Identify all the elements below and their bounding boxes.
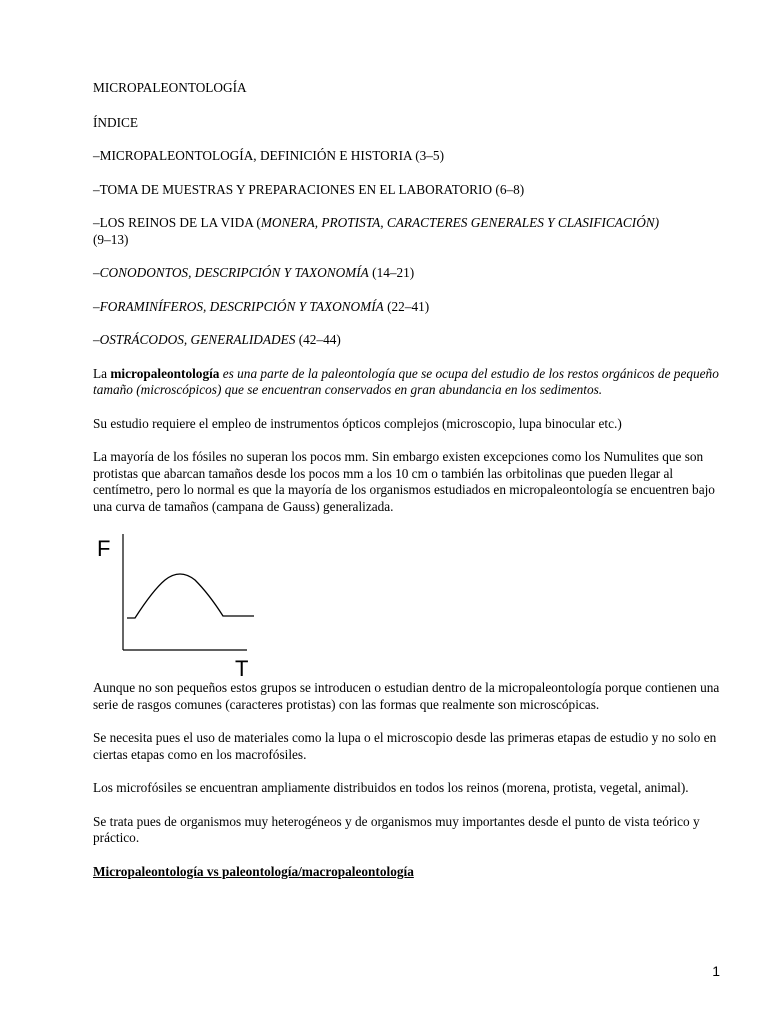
definition-paragraph [93, 366, 723, 399]
section-heading: Micropaleontología vs paleontología/macropaleontología [93, 863, 414, 879]
paragraph-tamanos: La mayoría de los fósiles no superan los pocos mm. Sin embargo existen excepciones como los Numulites que son protistas que abarcan tamaños desde los pocos mm a los 10 cm o también las orbitolinas que pueden llegar al centímetro, pero lo normal es que la mayoría de los organismos estudiados en micropaleontología se encuentren bajo una curva de tamaños (campana de Gauss) generalizada. [93, 449, 715, 514]
definition-text: es una parte de la paleontología que se ocupa del estudio de los restos orgánicos de pequeño tamaño (microscópicos) que se encuentran conservados en gran abundancia en los sedimentos. [93, 365, 719, 397]
bell-curve-figure [93, 532, 273, 682]
paragraph-distribucion: Los microfósiles se encuentran ampliamente distribuidos en todos los reinos (morena, protista, vegetal, animal). [93, 780, 689, 795]
index-item-foraminiferos-label: –FORAMINÍFEROS, DESCRIPCIÓN Y TAXONOMÍA [93, 298, 384, 314]
paragraph-heterogeneos: Se trata pues de organismos muy heterogéneos y de organismos muy importantes desde el punto de vista teórico y práctico. [93, 813, 700, 845]
index-item-conodontos [93, 265, 723, 282]
index-item-muestras: –TOMA DE MUESTRAS Y PREPARACIONES EN EL LABORATORIO (6–8) [93, 181, 525, 197]
index-item-reinos [93, 215, 723, 248]
index-item-foraminiferos-pages: (22–41) [383, 298, 430, 314]
index-item-reinos-detail: MONERA, PROTISTA, CARACTERES GENERALES Y CLASIFICACIÓN) [260, 215, 660, 230]
paragraph-grupos: Aunque no son pequeños estos grupos se introducen o estudian dentro de la micropaleontología porque contienen una serie de rasgos comunes (caracteres protistas) con las formas que realmente son microscópicas. [93, 680, 720, 712]
bell-curve [127, 574, 254, 618]
index-item-reinos-prefix: –LOS REINOS DE LA VIDA ( [93, 215, 261, 230]
document-page [93, 80, 723, 897]
definition-lead: La [93, 365, 111, 381]
index-item-definicion: –MICROPALEONTOLOGÍA, DEFINICIÓN E HISTORIA (3–5) [93, 148, 445, 163]
index-item-conodontos-pages: (14–21) [368, 265, 415, 280]
paragraph-instrumentos: Su estudio requiere el empleo de instrumentos ópticos complejos (microscopio, lupa binocular etc.) [93, 415, 622, 431]
index-item-reinos-pages: (9–13) [93, 231, 129, 247]
index-item-conodontos-label: –CONODONTOS, DESCRIPCIÓN Y TAXONOMÍA [93, 265, 369, 280]
index-item-ostracodos-label: –OSTRÁCODOS, GENERALIDADES [93, 332, 296, 347]
graph-x-label: T [235, 656, 249, 681]
index-item-ostracodos [93, 332, 723, 349]
definition-term: micropaleontología [110, 365, 220, 381]
graph-y-label: F [97, 536, 111, 561]
page-number: 1 [712, 963, 720, 979]
size-distribution-graph [93, 532, 723, 681]
paragraph-materiales: Se necesita pues el uso de materiales como la lupa o el microscopio desde las primeras etapas de estudio y no solo en ciertas etapas como en los macrofósiles. [93, 730, 717, 762]
index-heading: ÍNDICE [93, 114, 139, 130]
index-item-foraminiferos [93, 299, 723, 316]
document-title: MICROPALEONTOLOGÍA [93, 80, 247, 95]
index-item-ostracodos-pages: (42–44) [295, 332, 341, 347]
